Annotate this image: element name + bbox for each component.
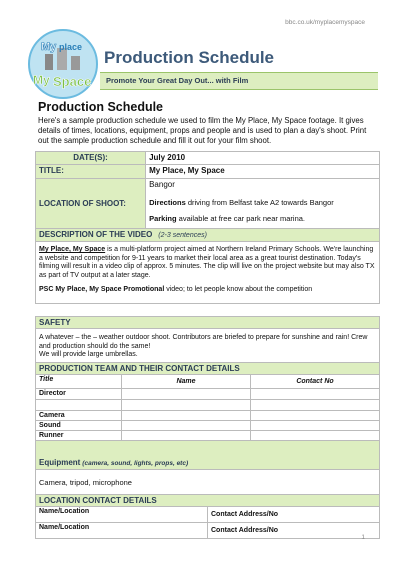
intro-paragraph: Here's a sample production schedule we used to film the My Place, My Space footage. It gives details of times, locations, equipment, props and people and is used to plan a day's shoot. Print out the sample production schedule and fill it out for your film shoot. bbox=[38, 116, 367, 145]
date-label: DATE(S): bbox=[36, 152, 146, 165]
description-body bbox=[36, 242, 380, 304]
location-place: Bangor bbox=[149, 180, 175, 189]
location-row-2-name: Name/Location bbox=[36, 523, 208, 539]
description-text: is a multi-platform project aimed at Northern Ireland Primary Schools. We're launching a website and competition for 9-11 years to market their local area as a great tourist destination. Today's filming will result in a video clip of approx. 5 minutes. The clip will live on the project website but may also TX as part of TV output at a later stage. bbox=[39, 246, 375, 279]
directions-text: driving from Belfast take A2 towards Bangor bbox=[185, 198, 334, 207]
equipment-label: Equipment bbox=[39, 458, 81, 467]
parking-label: Parking bbox=[149, 214, 177, 223]
banner-strip bbox=[100, 72, 378, 90]
safety-label: SAFETY bbox=[36, 317, 380, 329]
location-contact-label: LOCATION CONTACT DETAILS bbox=[36, 495, 380, 507]
location-label: LOCATION OF SHOOT: bbox=[36, 179, 146, 229]
description-hint: (2-3 sentences) bbox=[158, 232, 207, 239]
col-title: Title bbox=[36, 375, 122, 389]
col-contact: Contact No bbox=[251, 375, 380, 389]
description-title: My Place, My Space bbox=[39, 246, 106, 253]
role-camera: Camera bbox=[36, 411, 122, 421]
team-label: PRODUCTION TEAM AND THEIR CONTACT DETAILS bbox=[36, 363, 380, 375]
safety-text-2: We will provide large umbrellas. bbox=[39, 351, 138, 358]
svg-text:Space: Space bbox=[53, 74, 92, 89]
page-number: 1 bbox=[361, 534, 365, 541]
section-heading: Production Schedule bbox=[38, 100, 164, 114]
location-details bbox=[146, 179, 380, 229]
location-row-1-contact: Contact Address/No bbox=[208, 507, 380, 523]
location-row-2-contact: Contact Address/No bbox=[208, 523, 380, 539]
safety-body bbox=[36, 329, 380, 363]
parking-text: available at free car park near marina. bbox=[176, 214, 305, 223]
col-name: Name bbox=[122, 375, 251, 389]
role-runner: Runner bbox=[36, 431, 122, 441]
description-header bbox=[36, 229, 380, 242]
source-url: bbc.co.uk/myplacemyspace bbox=[285, 19, 365, 26]
title-value: My Place, My Space bbox=[146, 165, 380, 179]
safety-text-1: A whatever – the – weather outdoor shoot. Contributors are briefed to prepare for sunshine and rain! Crew and production should do the same! bbox=[39, 334, 368, 350]
psc-text: video; to let people know about the competition bbox=[164, 286, 313, 293]
role-sound: Sound bbox=[36, 421, 122, 431]
my-place-my-space-logo bbox=[27, 28, 99, 100]
directions-label: Directions bbox=[149, 198, 186, 207]
psc-label: PSC My Place, My Space Promotional bbox=[39, 286, 165, 293]
date-value: July 2010 bbox=[146, 152, 380, 165]
role-blank bbox=[36, 400, 122, 411]
equipment-text: Camera, tripod, microphone bbox=[36, 470, 380, 495]
description-label: DESCRIPTION OF THE VIDEO bbox=[39, 230, 153, 239]
role-director: Director bbox=[36, 389, 122, 400]
schedule-table bbox=[35, 151, 380, 304]
banner-text: Promote Your Great Day Out... with Film bbox=[106, 76, 249, 85]
title-label: TITLE: bbox=[36, 165, 146, 179]
equipment-hint: (camera, sound, lights, props, etc) bbox=[82, 460, 189, 467]
svg-text:place: place bbox=[59, 42, 83, 52]
document-title: Production Schedule bbox=[104, 48, 275, 67]
svg-text:My: My bbox=[41, 41, 57, 53]
equipment-header bbox=[36, 441, 380, 470]
svg-text:My: My bbox=[33, 73, 50, 87]
location-row-1-name: Name/Location bbox=[36, 507, 208, 523]
contacts-table bbox=[35, 316, 380, 539]
